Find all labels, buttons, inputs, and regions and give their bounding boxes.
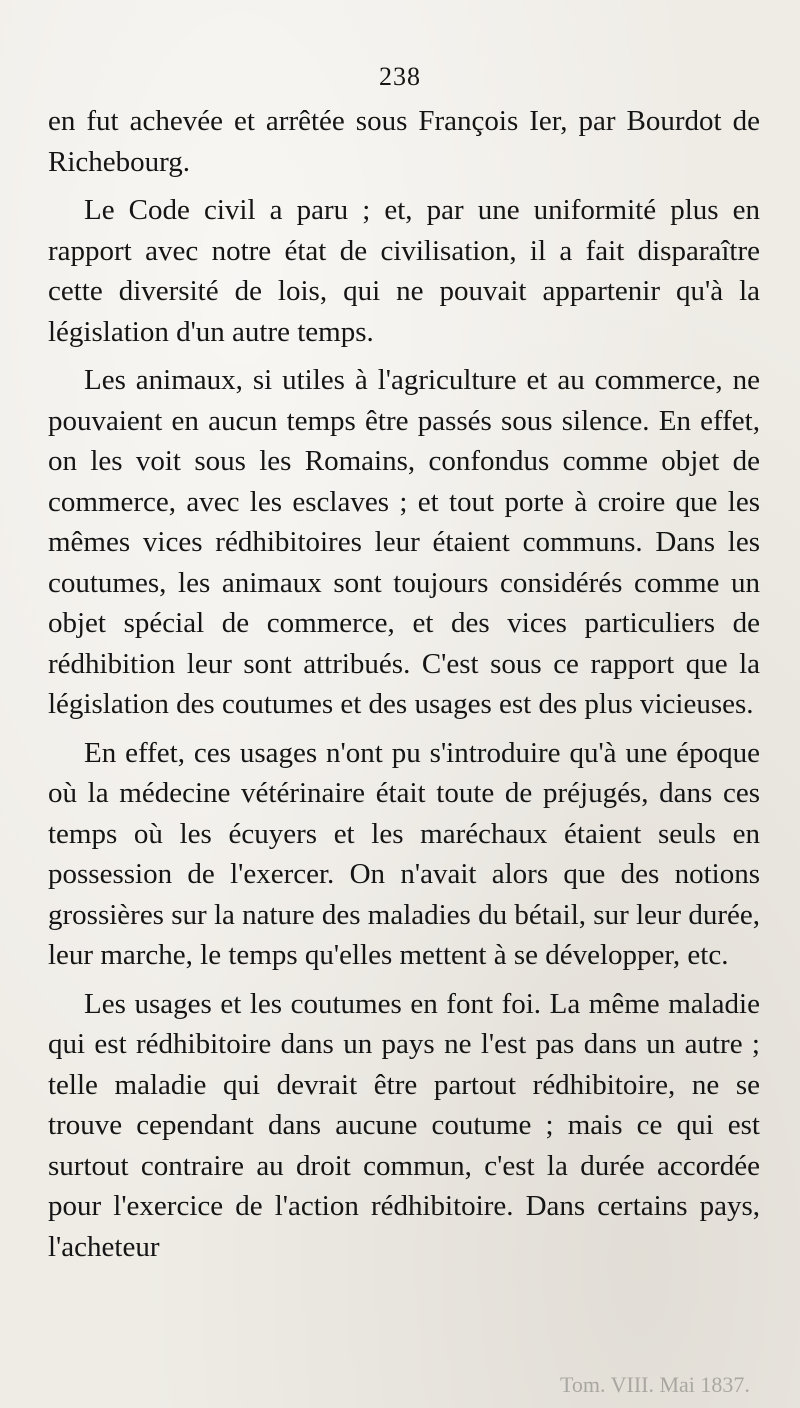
paragraph: en fut achevée et arrêtée sous François Ier, par Bourdot de Richebourg. [48, 105, 760, 178]
page-number: 238 [379, 62, 421, 91]
paragraph: En effet, ces usages n'ont pu s'introduire qu'à une époque où la médecine vétérinaire était toute de préjugés, dans ces temps où les écuyers et les maréchaux étaient seuls en possession de l'exercer. On n'avait alors que des notions grossières sur la nature des maladies du bétail, sur leur durée, leur marche, le temps qu'elles mettent à se développer, etc. [48, 736, 760, 971]
paragraph: Le Code civil a paru ; et, par une uniformité plus en rapport avec notre état de civilisation, il a fait disparaître cette diversité de lois, qui ne pouvait appartenir qu'à la législation d'un autre temps. [48, 194, 760, 348]
body-text [48, 101, 760, 1267]
bleed-through-text: Tom. VIII. Mai 1837. [560, 1372, 750, 1397]
paragraph: Les animaux, si utiles à l'agriculture et au commerce, ne pouvaient en aucun temps être passés sous silence. En effet, on les voit sous les Romains, confondus comme objet de commerce, avec les esclaves ; et tout porte à croire que les mêmes vices rédhibitoires leur étaient communs. Dans les coutumes, les animaux sont toujours considérés comme un objet spécial de commerce, et des vices particuliers de rédhibition leur sont attribués. C'est sous ce rapport que la législation des coutumes et des usages est des plus vicieuses. [48, 364, 760, 720]
paragraph: Les usages et les coutumes en font foi. La même maladie qui est rédhibitoire dans un pays ne l'est pas dans un autre ; telle maladie qui devrait être partout rédhibitoire, ne se trouve cependant dans aucune coutume ; mais ce qui est surtout contraire au droit commun, c'est la durée accordée pour l'exercice de l'action rédhibitoire. Dans certains pays, l'acheteur [48, 987, 760, 1263]
